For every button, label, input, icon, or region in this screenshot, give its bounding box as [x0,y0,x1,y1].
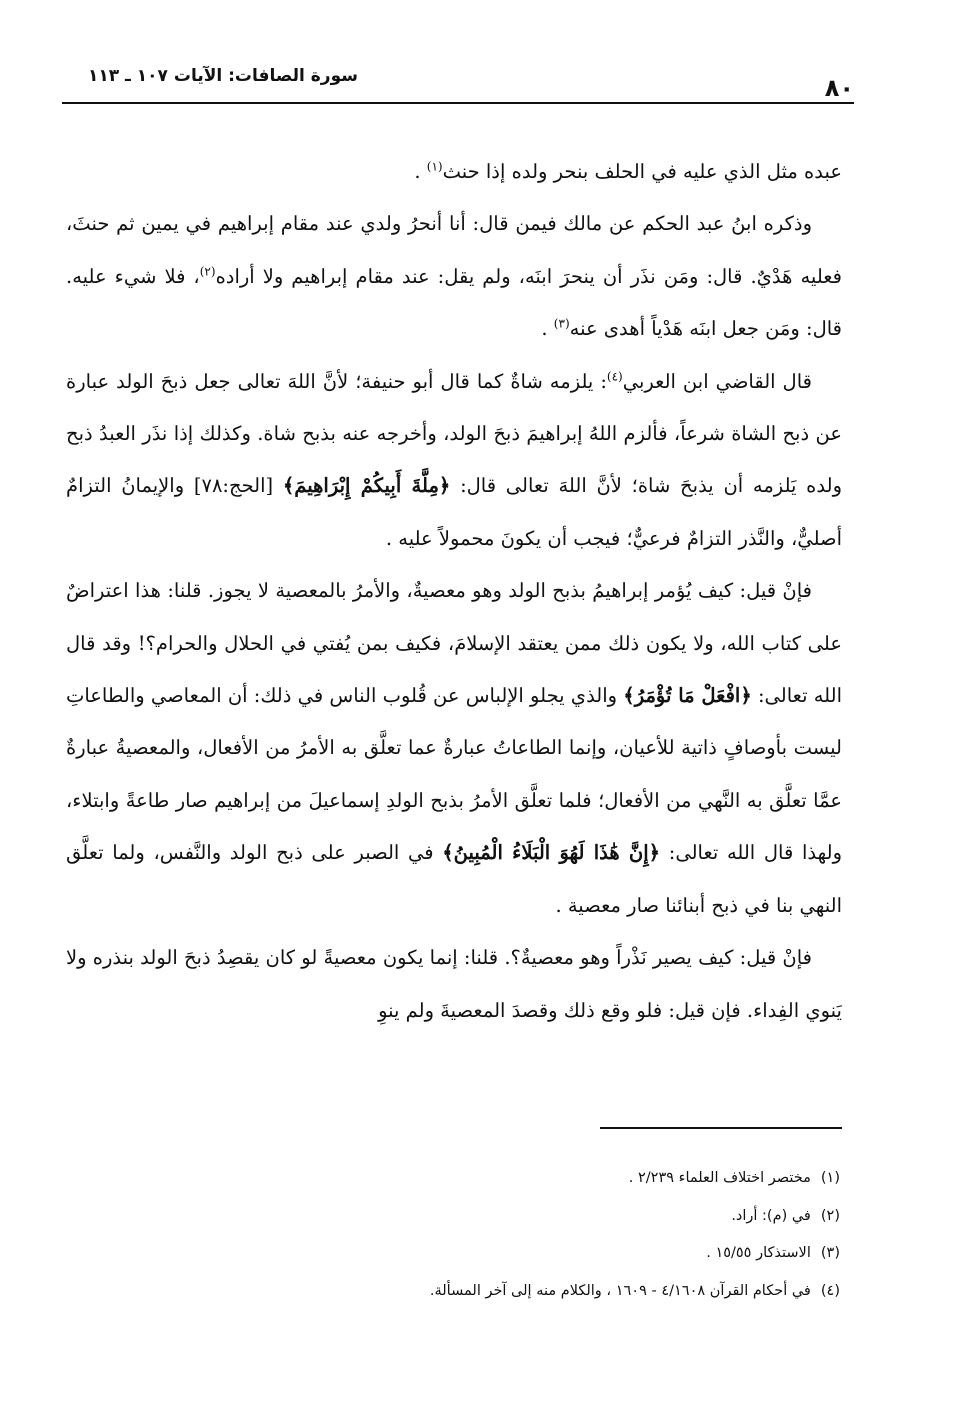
footnote-3 [80,1235,840,1273]
footnote-2 [80,1198,840,1236]
footnote-separator [600,1127,842,1129]
paragraph-2-tail: . [541,317,554,341]
paragraph-4-text-b: والذي يجلو الإلباس عن قُلوب الناس في ذلك: أن المعاصي والطاعاتِ ليست بأوصافٍ ذاتية للأعيان، وإنما الطاعاتُ عبارةٌ عما تعلَّق به الأمرُ من الأفعال، والمعصيةُ عبارةٌ عمَّا تعلَّق به النَّهي من الأفعال؛ فلما تعلَّق الأمرُ بذبح الولدِ إسماعيلَ من إبراهيم صار طاعةً وابتلاء، ولهذا قال الله تعالى: [66,684,842,865]
paragraph-5-text: فإنْ قيل: كيف يصير نَذْراً وهو معصيةٌ؟. قلنا: إنما يكون معصيةً لو كان يقصِدُ ذبحَ الولد بنذره ولا يَنوي الفِداء. فإن قيل: فلو وقع ذلك وقصدَ المعصيةَ ولم ينوِ [66,946,842,1022]
paragraph-2 [66,198,842,355]
paragraph-1-text: عبده مثل الذي عليه في الحلف بنحر ولده إذا حنث [442,160,842,183]
paragraph-3-text-a: قال القاضي ابن العربي [622,369,812,393]
paragraph-3-text-b: : يلزمه شاةٌ كما قال أبو حنيفة؛ لأنَّ اللهَ تعالى جعل ذبحَ الولد عبارة عن ذبح الشاة شرعاً، فألزم اللهُ إبراهيمَ ذبحَ الولد، وأخرجه عنه بذبح شاة. وكذلك إذا نذَر العبدُ ذبح ولده يَلزمه أن يذبحَ شاة؛ لأنَّ اللهَ تعالى قال: [66,369,842,498]
footnote-ref-1: (١) [426,159,443,174]
quran-verse-2: ﴿افْعَلْ مَا تُؤْمَرُ﴾ [623,684,752,708]
paragraph-3-text-c: [الحج:٧٨] والإيمانُ التزامٌ أصليٌّ، والنَّذر التزامٌ فرعيٌّ؛ فيجب أن يكونَ محمولاً عليه . [66,474,842,550]
footnote-4-number: (٤) [820,1282,840,1299]
footnote-4 [80,1273,840,1311]
footnote-1-number: (١) [820,1170,840,1186]
footnote-2-number: (٢) [820,1207,840,1224]
quran-verse-1: ﴿مِلَّةَ أَبِيكُمْ إِبْرَاهِيمَ﴾ [282,474,451,498]
footnote-ref-3: (٣) [553,316,570,331]
footnote-2-text: في (م): أراد. [731,1207,811,1224]
footnote-ref-4: (٤) [606,369,623,384]
footnotes [80,1160,840,1310]
paragraph-2-text-a: وذكره ابنُ عبد الحكم عن مالك فيمن قال: أنا أنحرُ ولدي عند مقام إبراهيم في يمين ثم حنثَ، فعليه هَدْيٌ. قال: ومَن نذَر أن ينحرَ ابنَه، ولم يقل: عند مقام إبراهيم ولا أراده [66,212,842,288]
paragraph-4-text-c: في الصبر على ذبح الولد والنَّفس، ولما تعلَّق النهي بنا في ذبح أبنائنا صار معصية . [66,841,842,917]
paragraph-5 [66,932,842,1037]
footnote-4-text: في أحكام القرآن ٤/١٦٠٨ - ١٦٠٩ ، والكلام منه إلى آخر المسألة. [429,1282,811,1299]
footnote-1-text: مختصر اختلاف العلماء ٢/٢٣٩ . [628,1170,811,1186]
quran-verse-3: ﴿إِنَّ هَٰذَا لَهُوَ الْبَلَاءُ الْمُبِينُ﴾ [442,841,661,865]
page-header [62,62,854,104]
paragraph-1-tail: . [414,160,427,183]
paragraph-4-text-a: فإنْ قيل: كيف يُؤمر إبراهيمُ بذبح الولد وهو معصيةٌ، والأمرُ بالمعصية لا يجوز. قلنا: هذا اعتراضٌ على كتاب الله، ولا يكون ذلك ممن يعتقد الإسلامَ، فكيف بمن يُفتي في الحلال والحرام؟! وقد قال الله تعالى: [66,579,842,708]
paragraph-3 [66,356,842,566]
main-text [66,146,842,1037]
footnote-3-number: (٣) [820,1245,840,1261]
footnote-3-text: الاستذكار ١٥/٥٥ . [706,1245,811,1261]
running-title: سورة الصافات: الآيات ١٠٧ ـ ١١٣ [88,66,358,86]
paragraph-1 [66,146,842,198]
paragraph-2-text-b: ، فلا شيء عليه. قال: ومَن جعل ابنَه هَدْياً أهدى عنه [66,264,842,341]
paragraph-4 [66,565,842,932]
page-number: ٨٠ [824,74,854,102]
footnote-1 [80,1160,840,1198]
footnote-ref-2: (٢) [199,264,216,279]
